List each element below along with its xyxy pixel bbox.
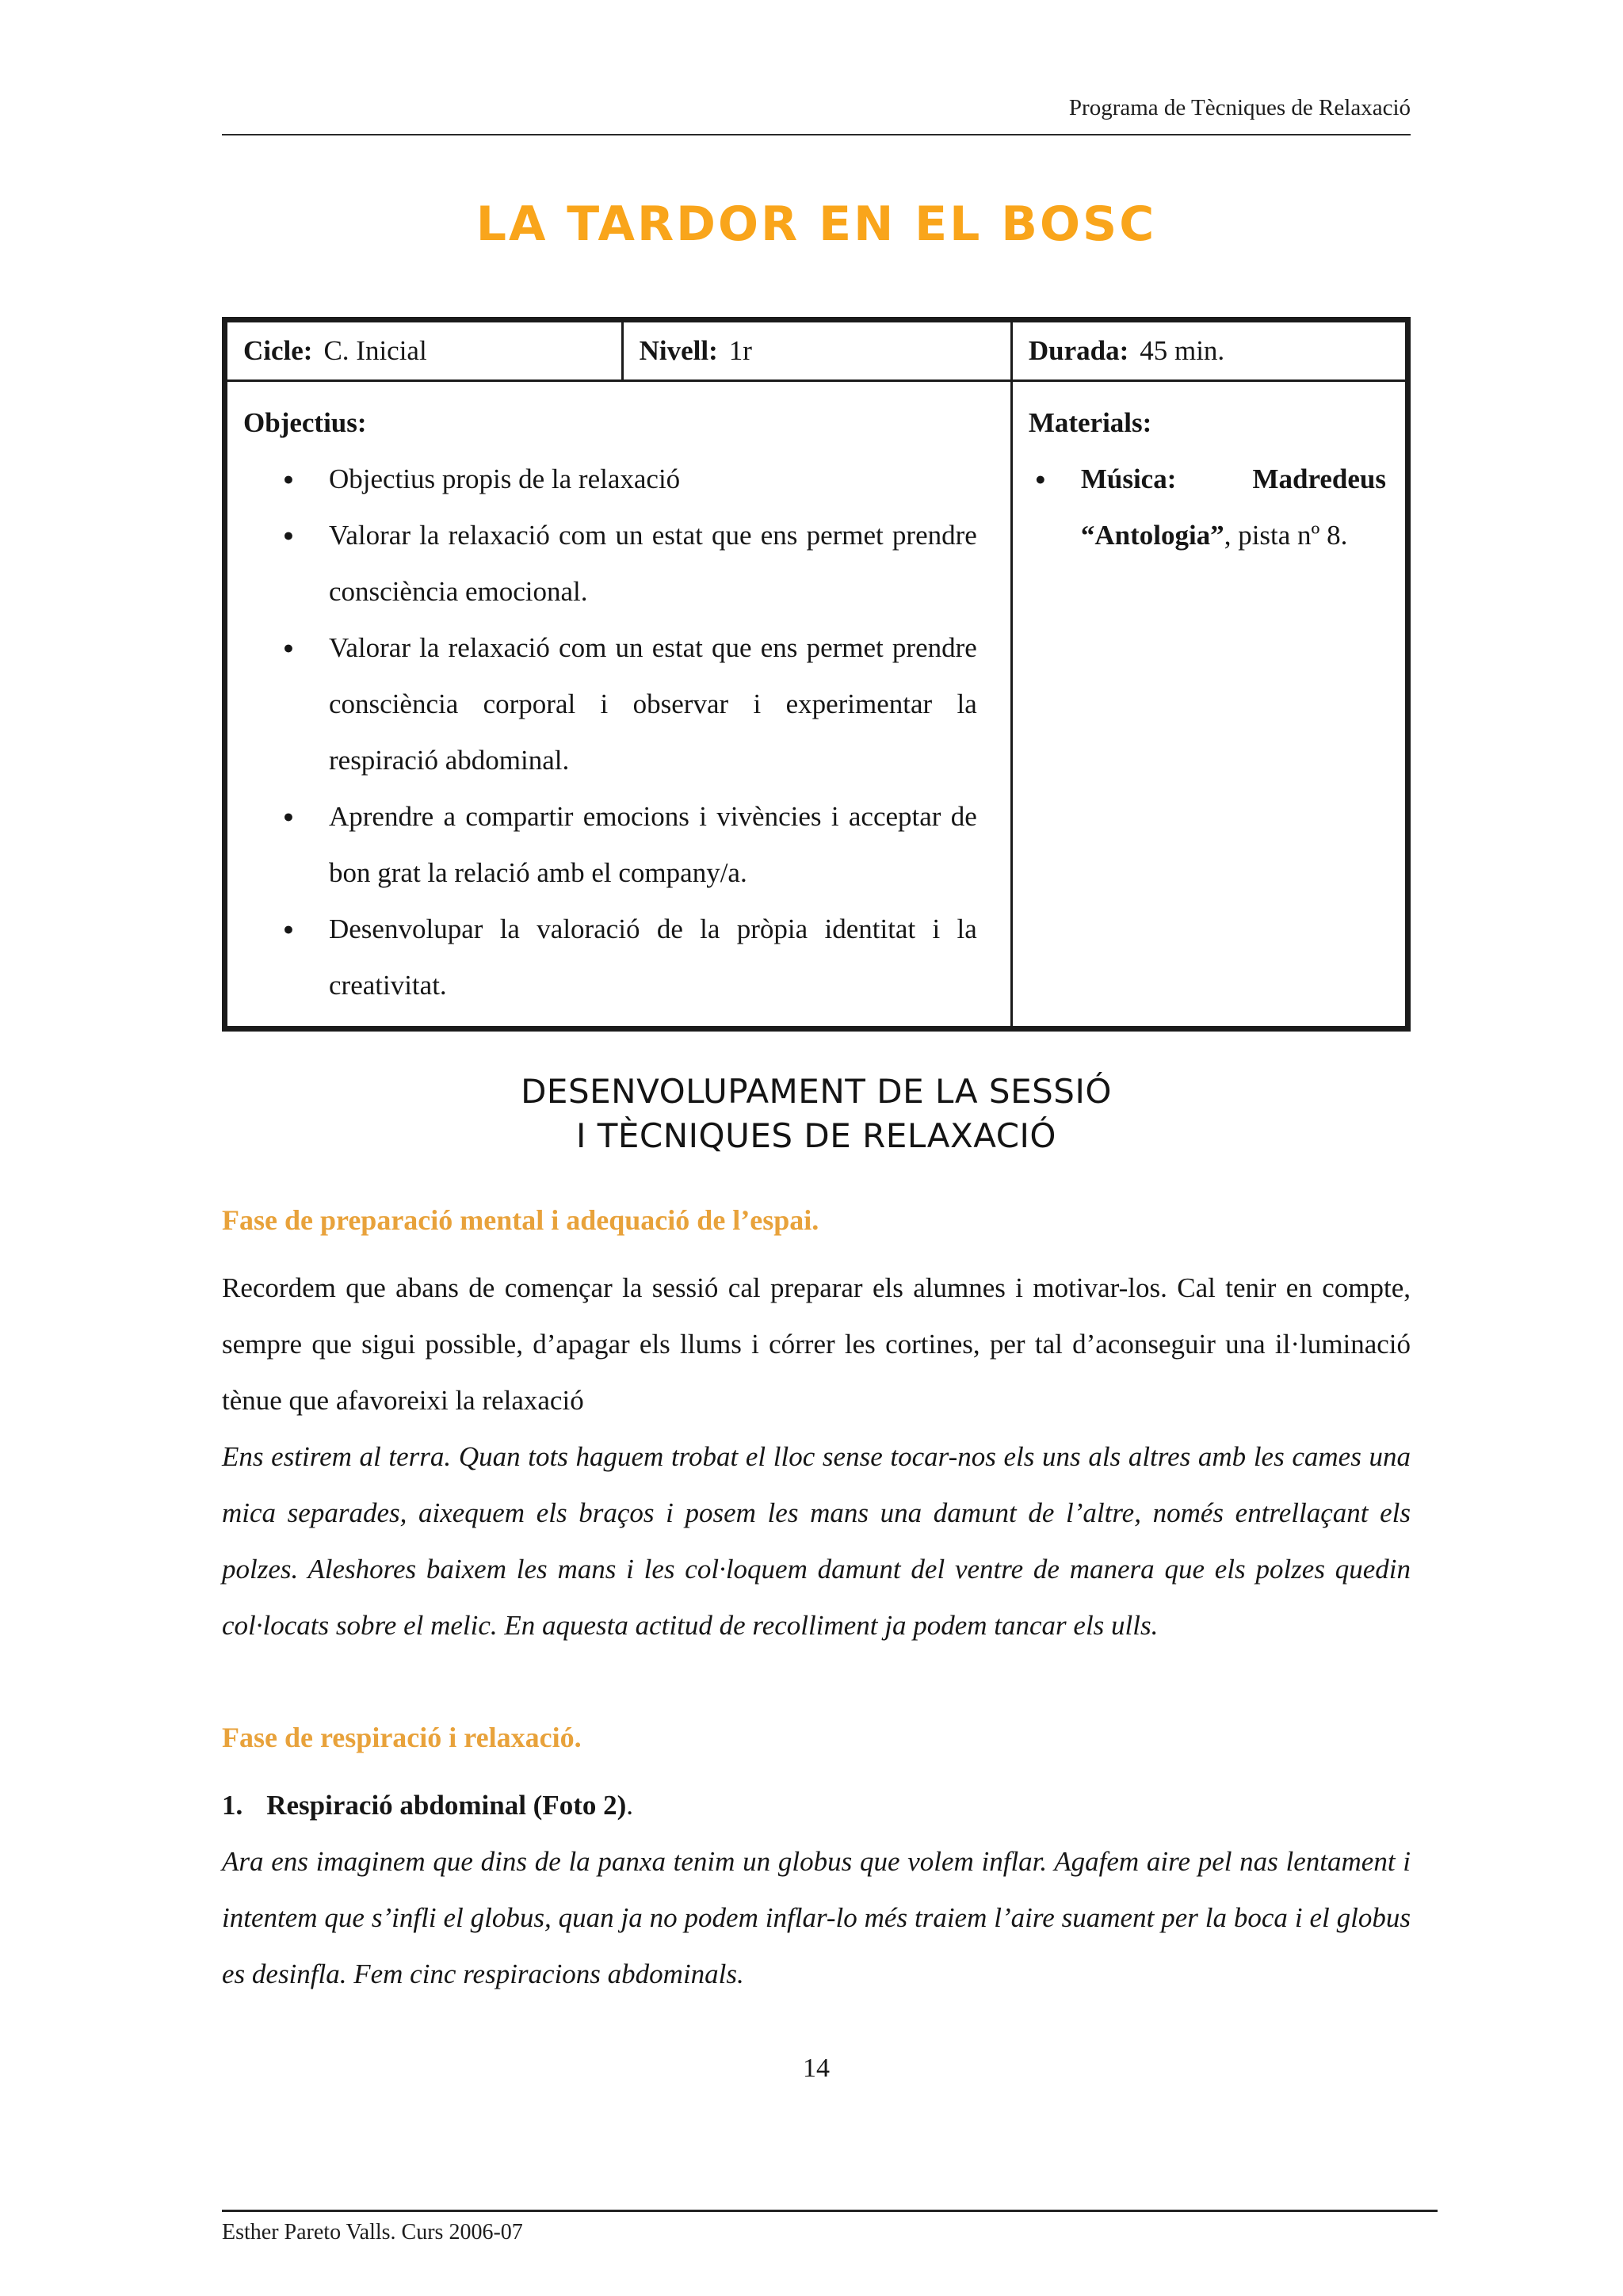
paragraph-globus: Ara ens imaginem que dins de la panxa tenim un globus que volem inflar. Agafem aire pel nas lentament i intentem que s’infli el globus, quan ja no podem inflar-lo més traiem l’aire suament per la boca i el globus es desinfla. Fem cinc respiracions abdominals.	[222, 1846, 1411, 1989]
materials-label: Materials:	[1028, 407, 1152, 438]
list-item	[1035, 451, 1389, 563]
musica-label: Música:	[1080, 463, 1177, 494]
step1-number: 1.	[222, 1790, 243, 1821]
durada-label: Durada:	[1028, 335, 1129, 366]
fase1-heading: Fase de preparació mental i adequació de l’espai.	[222, 1204, 819, 1236]
objectius-label: Objectius:	[243, 407, 367, 438]
nivell-cell	[622, 320, 1011, 381]
objectiu-text: Valorar la relaxació com un estat que ens permet prendre consciència emocional.	[329, 520, 977, 607]
nivell-value: 1r	[728, 335, 752, 366]
table-row-content	[225, 381, 1408, 1029]
objectius-cell	[225, 381, 1012, 1029]
session-info-table	[222, 317, 1411, 1032]
objectiu-text: Desenvolupar la valoració de la pròpia identitat i la creativitat.	[329, 913, 977, 1001]
bullet-icon: ●	[283, 807, 294, 826]
objectius-list	[283, 451, 995, 1013]
list-item	[283, 620, 995, 788]
objectiu-text: Objectius propis de la relaxació	[329, 463, 681, 494]
session-heading-line1: DESENVOLUPAMENT DE LA SESSIÓ	[521, 1072, 1112, 1111]
material-line2	[1081, 507, 1386, 563]
bullet-icon: ●	[1034, 469, 1046, 489]
bullet-icon: ●	[283, 638, 294, 658]
list-item	[283, 901, 995, 1013]
bullet-icon: ●	[283, 525, 294, 545]
materials-list	[1035, 451, 1389, 563]
material-text	[1081, 451, 1389, 563]
session-development-heading	[222, 1070, 1411, 1158]
cicle-label: Cicle:	[243, 335, 313, 366]
page-footer	[222, 2210, 1438, 2245]
nivell-label: Nivell:	[639, 335, 718, 366]
paragraph-estirem: Ens estirem al terra. Quan tots haguem trobat el lloc sense tocar-nos els uns als altres amb les cames una mica separades, aixequem els braços i posem les mans una damunt de l’altre, només entrellaçant els polzes. Aleshores baixem les mans i les col·loquem damunt del ventre de manera que els polzes quedin col·locats sobre el melic. En aquesta actitud de recolliment ja podem tancar els ulls.	[222, 1441, 1411, 1641]
step1-period: .	[626, 1790, 634, 1821]
step1-heading	[222, 1777, 1411, 1833]
fase2-heading: Fase de respiració i relaxació.	[222, 1722, 582, 1753]
running-header-text: Programa de Tècniques de Relaxació	[1068, 95, 1411, 120]
musica-album: “Antologia”	[1080, 520, 1224, 551]
paragraph-preparacio: Recordem que abans de començar la sessió cal preparar els alumnes i motivar-los. Cal tenir en compte, sempre que sigui possible, d’apagar els llums i córrer les cortines, per tal d’aconseguir una il·luminació tènue que afavoreixi la relaxació	[222, 1272, 1411, 1416]
objectiu-text: Valorar la relaxació com un estat que ens permet prendre consciència corporal i observar i experimentar la respiració abdominal.	[329, 632, 977, 776]
step1-title: Respiració abdominal (Foto 2)	[266, 1790, 627, 1821]
bullet-icon: ●	[283, 469, 294, 489]
page-number: 14	[803, 2054, 830, 2083]
footer-text: Esther Pareto Valls. Curs 2006-07	[222, 2220, 523, 2245]
list-item	[283, 788, 995, 901]
durada-value: 45 min.	[1140, 335, 1225, 366]
cicle-value: C. Inicial	[323, 335, 427, 366]
objectiu-text: Aprendre a compartir emocions i vivències i acceptar de bon grat la relació amb el company/a.	[329, 801, 977, 888]
session-heading-line2: I TÈCNIQUES DE RELAXACIÓ	[576, 1116, 1056, 1155]
page-header	[222, 0, 1411, 135]
list-item	[283, 451, 995, 507]
materials-cell	[1011, 381, 1407, 1029]
musica-rest: , pista nº 8.	[1224, 520, 1348, 551]
bullet-icon: ●	[283, 919, 294, 939]
table-row-meta	[225, 320, 1408, 381]
cicle-cell	[225, 320, 623, 381]
durada-cell	[1011, 320, 1407, 381]
material-line1	[1081, 451, 1386, 507]
musica-artist: Madredeus	[1252, 463, 1386, 494]
list-item	[283, 507, 995, 620]
page-title: LA TARDOR EN EL BOSC	[475, 196, 1157, 252]
